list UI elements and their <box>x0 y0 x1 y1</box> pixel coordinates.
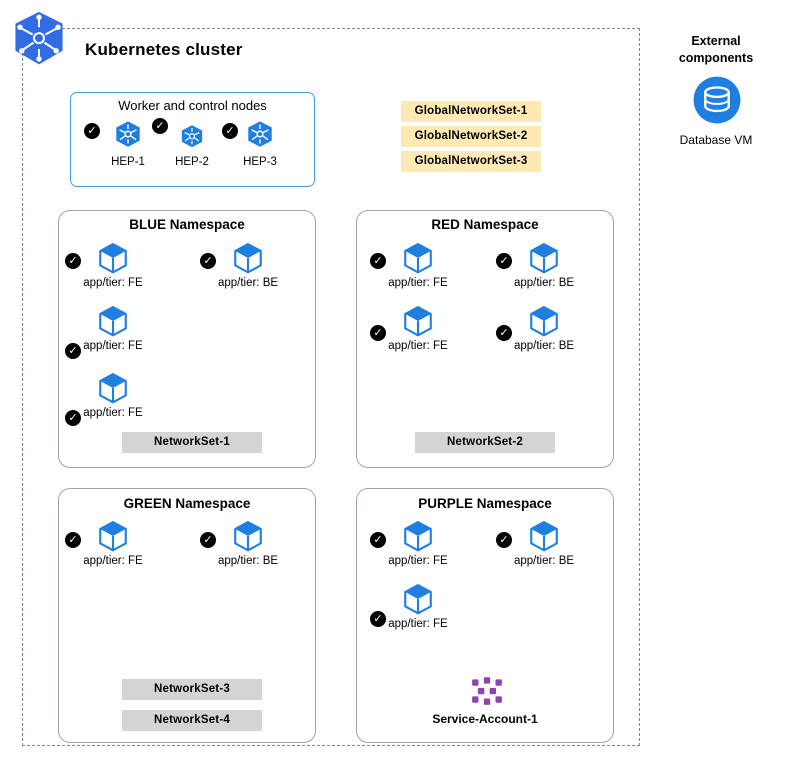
selected-check-icon: ✓ <box>496 253 512 269</box>
hep-label: HEP-3 <box>243 156 277 168</box>
selected-check-icon: ✓ <box>370 253 386 269</box>
global-network-set-3[interactable]: GlobalNetworkSet-3 <box>401 151 541 172</box>
pod-icon <box>527 242 561 276</box>
namespace-red-title: RED Namespace <box>431 217 539 232</box>
host-endpoint-hep-2[interactable] <box>156 124 228 168</box>
global-network-set-1[interactable]: GlobalNetworkSet-1 <box>401 101 541 122</box>
network-set-4[interactable]: NetworkSet-4 <box>122 710 262 731</box>
service-account-label: Service-Account-1 <box>432 712 538 726</box>
pod-icon <box>401 242 435 276</box>
hep-label: HEP-2 <box>175 156 209 168</box>
workload-label: app/tier: FE <box>83 407 143 419</box>
selected-check-icon: ✓ <box>370 532 386 548</box>
selected-check-icon: ✓ <box>65 532 81 548</box>
pod-icon <box>401 520 435 554</box>
workload-label: app/tier: BE <box>217 277 279 289</box>
pod-icon <box>527 305 561 339</box>
selected-check-icon: ✓ <box>496 325 512 341</box>
workload-label: app/tier: FE <box>83 340 143 352</box>
selected-check-icon: ✓ <box>370 611 386 627</box>
selected-check-icon: ✓ <box>200 532 216 548</box>
network-set-2[interactable]: NetworkSet-2 <box>415 432 555 453</box>
pod-icon <box>401 305 435 339</box>
kubernetes-logo-icon <box>10 10 68 73</box>
workload-label: app/tier: FE <box>388 340 448 352</box>
workload-label: app/tier: BE <box>513 340 575 352</box>
selected-check-icon: ✓ <box>200 253 216 269</box>
global-network-set-2[interactable]: GlobalNetworkSet-2 <box>401 126 541 147</box>
kubernetes-node-icon <box>179 124 205 150</box>
selected-check-icon: ✓ <box>370 325 386 341</box>
workload-label: app/tier: BE <box>513 277 575 289</box>
kubernetes-node-icon <box>113 120 143 150</box>
selected-check-icon: ✓ <box>222 123 238 139</box>
database-vm-label: Database VM <box>679 133 753 147</box>
pod-icon <box>96 242 130 276</box>
external-components-title: External components <box>678 34 754 65</box>
selected-check-icon: ✓ <box>65 343 81 359</box>
hep-label: HEP-1 <box>111 156 145 168</box>
namespace-blue-title: BLUE Namespace <box>129 217 245 232</box>
workload-label: app/tier: BE <box>217 555 279 567</box>
pod-icon <box>231 242 265 276</box>
workload-label: app/tier: FE <box>83 277 143 289</box>
pod-icon <box>96 520 130 554</box>
workload-label: app/tier: BE <box>513 555 575 567</box>
workload-label: app/tier: FE <box>388 277 448 289</box>
database-icon <box>692 75 742 130</box>
pod-icon <box>401 583 435 617</box>
pod-icon <box>96 372 130 406</box>
pod-icon <box>527 520 561 554</box>
page-title: Kubernetes cluster <box>85 40 243 59</box>
selected-check-icon: ✓ <box>65 253 81 269</box>
kubernetes-node-icon <box>245 120 275 150</box>
selected-check-icon: ✓ <box>84 123 100 139</box>
pod-icon <box>96 305 130 339</box>
workload-label: app/tier: FE <box>388 555 448 567</box>
selected-check-icon: ✓ <box>152 118 168 134</box>
network-set-3[interactable]: NetworkSet-3 <box>122 679 262 700</box>
namespace-purple-title: PURPLE Namespace <box>418 496 552 511</box>
selected-check-icon: ✓ <box>65 410 81 426</box>
service-account-icon <box>470 676 504 711</box>
workload-label: app/tier: FE <box>388 618 448 630</box>
selected-check-icon: ✓ <box>496 532 512 548</box>
pod-icon <box>231 520 265 554</box>
namespace-green-title: GREEN Namespace <box>123 496 251 511</box>
worker-control-nodes-title: Worker and control nodes <box>118 98 267 113</box>
workload-label: app/tier: FE <box>83 555 143 567</box>
network-set-1[interactable]: NetworkSet-1 <box>122 432 262 453</box>
